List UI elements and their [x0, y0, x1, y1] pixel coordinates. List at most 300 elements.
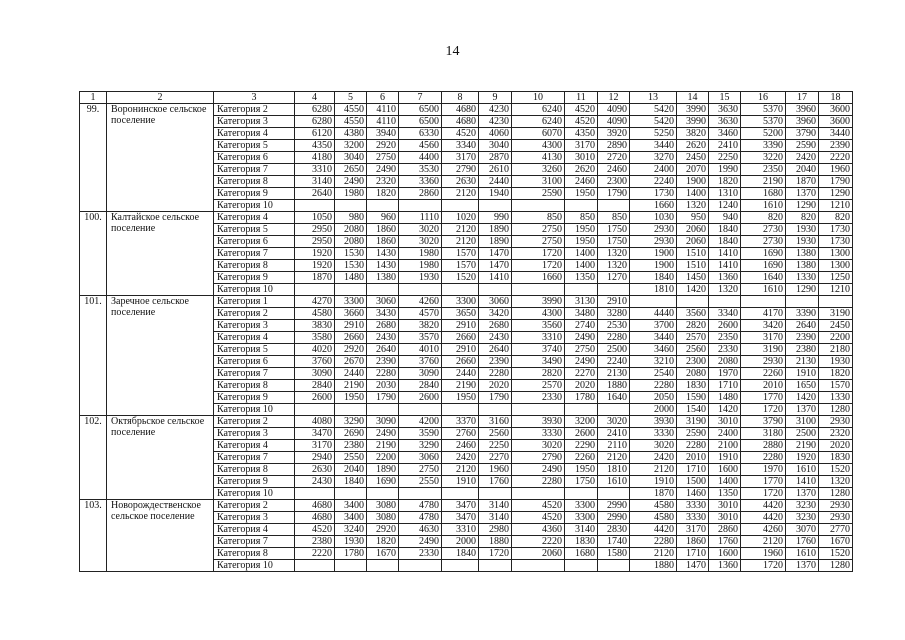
value-cell [367, 200, 399, 212]
value-cell: 2110 [598, 440, 630, 452]
category-cell: Категория 3 [214, 116, 295, 128]
value-cell: 2270 [479, 452, 512, 464]
value-cell [335, 200, 367, 212]
value-cell: 1400 [677, 188, 709, 200]
value-cell: 1110 [399, 212, 442, 224]
value-cell: 2400 [630, 164, 677, 176]
value-cell: 4420 [741, 500, 786, 512]
value-cell: 2330 [709, 344, 741, 356]
value-cell: 1830 [677, 380, 709, 392]
value-cell [565, 560, 598, 572]
value-cell: 2420 [442, 452, 479, 464]
value-cell: 1730 [819, 224, 853, 236]
value-cell: 2100 [709, 440, 741, 452]
header-cell: 14 [677, 92, 709, 104]
value-cell: 4170 [741, 308, 786, 320]
value-cell: 4400 [399, 152, 442, 164]
value-cell: 2000 [442, 536, 479, 548]
value-cell: 1570 [442, 248, 479, 260]
value-cell: 2300 [677, 356, 709, 368]
value-cell: 4110 [367, 104, 399, 116]
category-cell: Категория 8 [214, 176, 295, 188]
value-cell: 820 [786, 212, 819, 224]
value-cell: 3090 [399, 368, 442, 380]
settlement-name: Калтайское сельское поселение [107, 212, 214, 296]
value-cell: 1610 [598, 476, 630, 488]
value-cell: 4550 [335, 116, 367, 128]
value-cell: 1890 [367, 464, 399, 476]
value-cell: 4520 [442, 128, 479, 140]
value-cell: 2240 [598, 356, 630, 368]
value-cell: 2660 [442, 332, 479, 344]
value-cell: 3300 [442, 296, 479, 308]
value-cell: 1410 [786, 476, 819, 488]
header-cell: 2 [107, 92, 214, 104]
value-cell [479, 284, 512, 296]
value-cell: 3010 [565, 152, 598, 164]
value-cell: 1790 [367, 392, 399, 404]
value-cell: 1610 [741, 284, 786, 296]
value-cell: 2650 [335, 164, 367, 176]
value-cell: 2910 [335, 320, 367, 332]
value-cell: 2920 [367, 524, 399, 536]
category-cell: Категория 5 [214, 224, 295, 236]
value-cell: 3560 [677, 308, 709, 320]
settlement-name: Октябрьское сельское поселение [107, 416, 214, 500]
value-cell: 2350 [709, 332, 741, 344]
value-cell [512, 560, 565, 572]
value-cell: 1860 [677, 536, 709, 548]
value-cell: 1750 [598, 236, 630, 248]
category-cell: Категория 2 [214, 308, 295, 320]
value-cell [335, 488, 367, 500]
value-cell: 2410 [598, 428, 630, 440]
value-cell: 4060 [479, 128, 512, 140]
value-cell [335, 404, 367, 416]
value-cell: 3020 [399, 224, 442, 236]
value-cell: 1900 [677, 176, 709, 188]
value-cell: 3340 [709, 308, 741, 320]
value-cell: 3960 [786, 104, 819, 116]
settlement-name: Заречное сельское поселение [107, 296, 214, 416]
value-cell: 2750 [367, 152, 399, 164]
value-cell: 2430 [479, 332, 512, 344]
value-cell: 1500 [677, 476, 709, 488]
value-cell: 3390 [741, 140, 786, 152]
header-cell: 4 [295, 92, 335, 104]
category-cell: Категория 8 [214, 260, 295, 272]
value-cell: 3630 [709, 104, 741, 116]
value-cell: 2730 [741, 224, 786, 236]
value-cell: 2020 [819, 440, 853, 452]
value-cell: 4520 [295, 524, 335, 536]
value-cell: 3400 [335, 500, 367, 512]
value-cell: 1930 [399, 272, 442, 284]
value-cell: 1250 [819, 272, 853, 284]
value-cell: 980 [335, 212, 367, 224]
value-cell: 1960 [741, 548, 786, 560]
value-cell: 2260 [565, 452, 598, 464]
value-cell: 3330 [512, 428, 565, 440]
value-cell: 2450 [677, 152, 709, 164]
header-cell: 16 [741, 92, 786, 104]
value-cell: 5200 [741, 128, 786, 140]
value-cell: 1960 [819, 164, 853, 176]
value-cell [598, 488, 630, 500]
value-cell [512, 200, 565, 212]
value-cell: 1320 [819, 476, 853, 488]
value-cell: 3580 [295, 332, 335, 344]
value-cell: 1780 [335, 548, 367, 560]
value-cell: 1750 [565, 476, 598, 488]
value-cell: 1520 [819, 548, 853, 560]
value-cell: 1720 [512, 260, 565, 272]
value-cell: 1950 [565, 464, 598, 476]
value-cell: 2670 [335, 356, 367, 368]
value-cell: 1610 [786, 548, 819, 560]
value-cell: 3760 [399, 356, 442, 368]
category-cell: Категория 8 [214, 464, 295, 476]
value-cell: 3060 [367, 296, 399, 308]
value-cell: 1710 [677, 464, 709, 476]
value-cell: 1840 [442, 548, 479, 560]
value-cell: 1710 [709, 380, 741, 392]
value-cell: 3560 [512, 320, 565, 332]
value-cell: 1880 [598, 380, 630, 392]
value-cell [399, 284, 442, 296]
category-cell: Категория 10 [214, 560, 295, 572]
value-cell: 5370 [741, 104, 786, 116]
value-cell: 5370 [741, 116, 786, 128]
value-cell: 3310 [442, 524, 479, 536]
value-cell: 4130 [512, 152, 565, 164]
value-cell: 1710 [677, 548, 709, 560]
value-cell: 3300 [565, 500, 598, 512]
value-cell: 2550 [399, 476, 442, 488]
value-cell: 1590 [677, 392, 709, 404]
value-cell: 3020 [512, 440, 565, 452]
value-cell: 1880 [630, 560, 677, 572]
value-cell: 1820 [709, 176, 741, 188]
value-cell: 4350 [565, 128, 598, 140]
value-cell: 2750 [565, 344, 598, 356]
value-cell: 3040 [335, 152, 367, 164]
category-cell: Категория 7 [214, 248, 295, 260]
value-cell: 2940 [295, 452, 335, 464]
value-cell: 4550 [335, 104, 367, 116]
value-cell [598, 404, 630, 416]
category-cell: Категория 8 [214, 548, 295, 560]
value-cell: 1900 [630, 260, 677, 272]
value-cell: 1530 [335, 260, 367, 272]
value-cell: 1330 [786, 272, 819, 284]
value-cell [442, 560, 479, 572]
value-cell [367, 404, 399, 416]
value-cell: 3100 [512, 176, 565, 188]
value-cell: 1420 [786, 392, 819, 404]
value-cell: 3990 [512, 296, 565, 308]
value-cell: 3230 [786, 512, 819, 524]
value-cell: 5250 [630, 128, 677, 140]
settlement-number: 103. [80, 500, 107, 572]
value-cell: 2570 [677, 332, 709, 344]
value-cell: 4780 [399, 500, 442, 512]
value-cell: 2380 [335, 440, 367, 452]
value-cell: 3300 [565, 512, 598, 524]
value-cell: 1640 [741, 272, 786, 284]
value-cell: 1600 [709, 464, 741, 476]
value-cell: 2630 [295, 464, 335, 476]
category-cell: Категория 4 [214, 524, 295, 536]
value-cell: 1720 [479, 548, 512, 560]
value-cell [335, 560, 367, 572]
value-cell: 2660 [335, 332, 367, 344]
value-cell: 2610 [479, 164, 512, 176]
value-cell: 3440 [819, 128, 853, 140]
value-cell: 1470 [479, 248, 512, 260]
category-cell: Категория 10 [214, 488, 295, 500]
value-cell: 3760 [295, 356, 335, 368]
value-cell: 2280 [367, 368, 399, 380]
value-cell: 1670 [819, 536, 853, 548]
category-cell: Категория 6 [214, 236, 295, 248]
category-cell: Категория 6 [214, 152, 295, 164]
value-cell: 1950 [442, 392, 479, 404]
header-cell: 11 [565, 92, 598, 104]
value-cell: 5420 [630, 104, 677, 116]
value-cell [512, 284, 565, 296]
value-cell: 6500 [399, 104, 442, 116]
value-cell: 2060 [677, 224, 709, 236]
value-cell: 1670 [367, 548, 399, 560]
value-cell: 1720 [741, 488, 786, 500]
value-cell: 4680 [442, 104, 479, 116]
value-cell: 2860 [709, 524, 741, 536]
value-cell [479, 560, 512, 572]
value-cell [786, 296, 819, 308]
value-cell: 3470 [295, 428, 335, 440]
value-cell: 3170 [741, 332, 786, 344]
value-cell: 2590 [512, 188, 565, 200]
value-cell: 2390 [367, 356, 399, 368]
value-cell: 1580 [598, 548, 630, 560]
value-cell: 3480 [565, 308, 598, 320]
value-cell: 1680 [565, 548, 598, 560]
value-cell [335, 284, 367, 296]
value-cell: 1820 [367, 188, 399, 200]
value-cell: 1470 [479, 260, 512, 272]
category-cell: Категория 4 [214, 332, 295, 344]
value-cell: 2440 [442, 368, 479, 380]
value-cell: 2750 [399, 464, 442, 476]
category-cell: Категория 1 [214, 296, 295, 308]
value-cell: 1830 [565, 536, 598, 548]
value-cell: 2660 [442, 356, 479, 368]
value-cell: 2190 [335, 380, 367, 392]
value-cell: 4350 [295, 140, 335, 152]
value-cell: 2500 [598, 344, 630, 356]
value-cell: 2120 [442, 188, 479, 200]
value-cell: 1840 [630, 272, 677, 284]
value-cell: 4420 [741, 512, 786, 524]
value-cell: 1400 [709, 476, 741, 488]
value-cell: 1600 [709, 548, 741, 560]
value-cell: 1610 [786, 464, 819, 476]
value-cell: 2590 [786, 140, 819, 152]
value-cell: 1890 [479, 236, 512, 248]
value-cell: 3790 [741, 416, 786, 428]
value-cell: 3600 [819, 116, 853, 128]
value-cell: 2790 [442, 164, 479, 176]
value-cell [630, 296, 677, 308]
value-cell: 1740 [598, 536, 630, 548]
value-cell: 4090 [598, 104, 630, 116]
value-cell: 2690 [335, 428, 367, 440]
value-cell: 4420 [630, 524, 677, 536]
value-cell: 3190 [677, 416, 709, 428]
value-cell: 1910 [786, 368, 819, 380]
value-cell: 1210 [819, 284, 853, 296]
value-cell: 1840 [335, 476, 367, 488]
value-cell: 990 [479, 212, 512, 224]
value-cell: 4260 [741, 524, 786, 536]
value-cell: 3190 [741, 344, 786, 356]
value-cell: 2270 [565, 368, 598, 380]
value-cell: 2280 [512, 476, 565, 488]
value-cell: 4200 [399, 416, 442, 428]
value-cell: 1660 [512, 272, 565, 284]
value-cell: 2040 [335, 464, 367, 476]
value-cell: 1960 [479, 464, 512, 476]
value-cell: 2490 [335, 176, 367, 188]
value-cell: 2430 [295, 476, 335, 488]
value-cell: 4180 [295, 152, 335, 164]
value-cell: 2220 [295, 548, 335, 560]
category-cell: Категория 4 [214, 440, 295, 452]
value-cell: 1320 [598, 248, 630, 260]
value-cell: 3080 [367, 500, 399, 512]
value-cell: 2060 [677, 236, 709, 248]
value-cell: 1680 [741, 188, 786, 200]
value-cell: 2420 [630, 452, 677, 464]
value-cell: 3140 [479, 500, 512, 512]
value-cell: 2080 [677, 368, 709, 380]
value-cell: 2010 [741, 380, 786, 392]
value-cell: 2600 [709, 320, 741, 332]
value-cell: 1910 [630, 476, 677, 488]
value-cell: 2990 [598, 500, 630, 512]
category-cell: Категория 10 [214, 404, 295, 416]
value-cell: 2490 [565, 356, 598, 368]
value-cell: 2430 [367, 332, 399, 344]
value-cell: 2330 [399, 548, 442, 560]
header-cell: 17 [786, 92, 819, 104]
value-cell: 1570 [442, 260, 479, 272]
value-cell: 2930 [819, 500, 853, 512]
value-cell: 1920 [295, 248, 335, 260]
value-cell: 2640 [367, 344, 399, 356]
value-cell: 1860 [367, 236, 399, 248]
value-cell: 2290 [565, 440, 598, 452]
header-cell: 18 [819, 92, 853, 104]
value-cell: 3300 [335, 296, 367, 308]
value-cell: 2730 [741, 236, 786, 248]
value-cell: 1210 [819, 200, 853, 212]
value-cell: 1420 [677, 284, 709, 296]
value-cell: 2910 [598, 296, 630, 308]
value-cell: 1860 [367, 224, 399, 236]
value-cell: 1430 [367, 248, 399, 260]
value-cell: 2390 [786, 332, 819, 344]
value-cell: 1690 [367, 476, 399, 488]
value-cell: 2950 [295, 236, 335, 248]
value-cell: 2000 [630, 404, 677, 416]
value-cell: 1650 [786, 380, 819, 392]
header-cell: 10 [512, 92, 565, 104]
value-cell: 850 [512, 212, 565, 224]
value-cell: 1690 [741, 260, 786, 272]
category-cell: Категория 2 [214, 104, 295, 116]
value-cell: 1290 [819, 188, 853, 200]
value-cell [565, 488, 598, 500]
value-cell: 3930 [512, 416, 565, 428]
value-cell: 3330 [677, 500, 709, 512]
value-cell: 2600 [565, 428, 598, 440]
value-cell: 2390 [819, 140, 853, 152]
value-cell: 2620 [565, 164, 598, 176]
value-cell: 2790 [512, 452, 565, 464]
settlement-number: 101. [80, 296, 107, 416]
value-cell: 4020 [295, 344, 335, 356]
value-cell: 2600 [295, 392, 335, 404]
value-cell: 1570 [819, 380, 853, 392]
value-cell: 3020 [399, 236, 442, 248]
value-cell [565, 404, 598, 416]
value-cell: 4300 [512, 140, 565, 152]
value-cell: 820 [741, 212, 786, 224]
value-cell: 1370 [786, 188, 819, 200]
header-cell: 6 [367, 92, 399, 104]
value-cell: 6500 [399, 116, 442, 128]
value-cell: 3590 [399, 428, 442, 440]
value-cell: 4090 [598, 116, 630, 128]
value-cell [367, 284, 399, 296]
value-cell: 2040 [786, 164, 819, 176]
value-cell: 1270 [598, 272, 630, 284]
value-cell: 2440 [479, 176, 512, 188]
value-cell: 2080 [709, 356, 741, 368]
value-cell: 1990 [709, 164, 741, 176]
value-cell: 3170 [677, 524, 709, 536]
value-cell: 5420 [630, 116, 677, 128]
value-cell: 2130 [598, 368, 630, 380]
value-cell: 1520 [819, 464, 853, 476]
value-cell [442, 488, 479, 500]
value-cell: 1300 [819, 260, 853, 272]
value-cell: 2640 [786, 320, 819, 332]
value-cell: 2030 [367, 380, 399, 392]
value-cell: 1410 [479, 272, 512, 284]
value-cell: 3190 [819, 308, 853, 320]
value-cell: 1980 [399, 260, 442, 272]
value-cell: 2190 [442, 380, 479, 392]
value-cell: 2070 [677, 164, 709, 176]
value-cell: 3010 [709, 416, 741, 428]
value-cell: 3740 [512, 344, 565, 356]
value-cell: 2280 [677, 440, 709, 452]
value-cell: 3270 [630, 152, 677, 164]
value-cell: 2200 [819, 332, 853, 344]
